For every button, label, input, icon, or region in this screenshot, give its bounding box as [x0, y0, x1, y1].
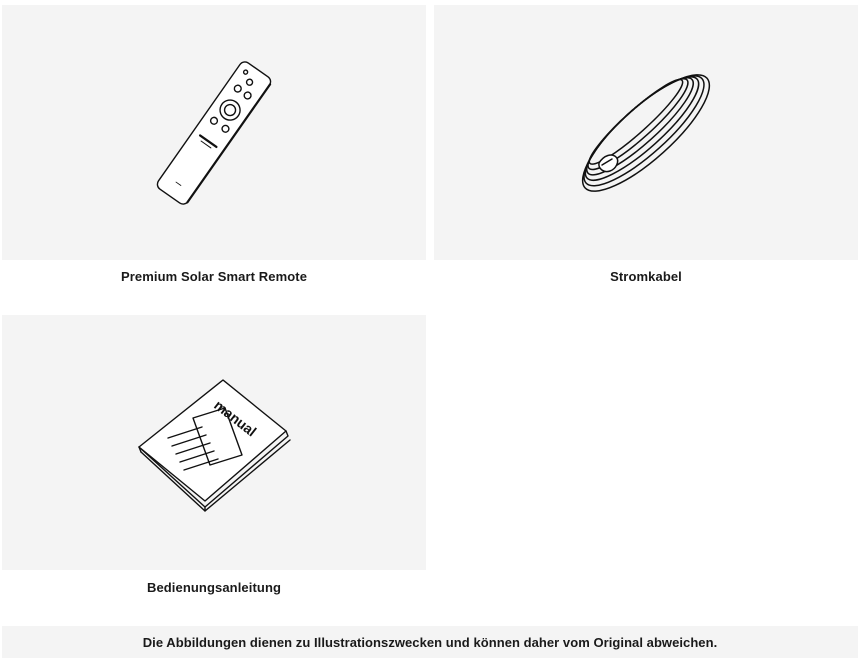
manual-booklet-icon [2, 315, 426, 570]
disclaimer-text: Die Abbildungen dienen zu Illustrationszwecken und können daher vom Original abweichen. [142, 634, 718, 650]
accessory-label-manual: Bedienungsanleitung [146, 580, 282, 595]
disclaimer-bar [2, 626, 858, 658]
accessory-label-cable: Stromkabel [610, 269, 682, 284]
manual-cover-text: manual [211, 396, 260, 440]
accessory-card-cable [434, 5, 858, 260]
remote-control-icon [2, 5, 426, 260]
accessory-card-manual [2, 315, 426, 570]
accessory-card-remote [2, 5, 426, 260]
accessory-label-remote: Premium Solar Smart Remote [120, 269, 308, 284]
power-cable-icon [434, 5, 858, 260]
